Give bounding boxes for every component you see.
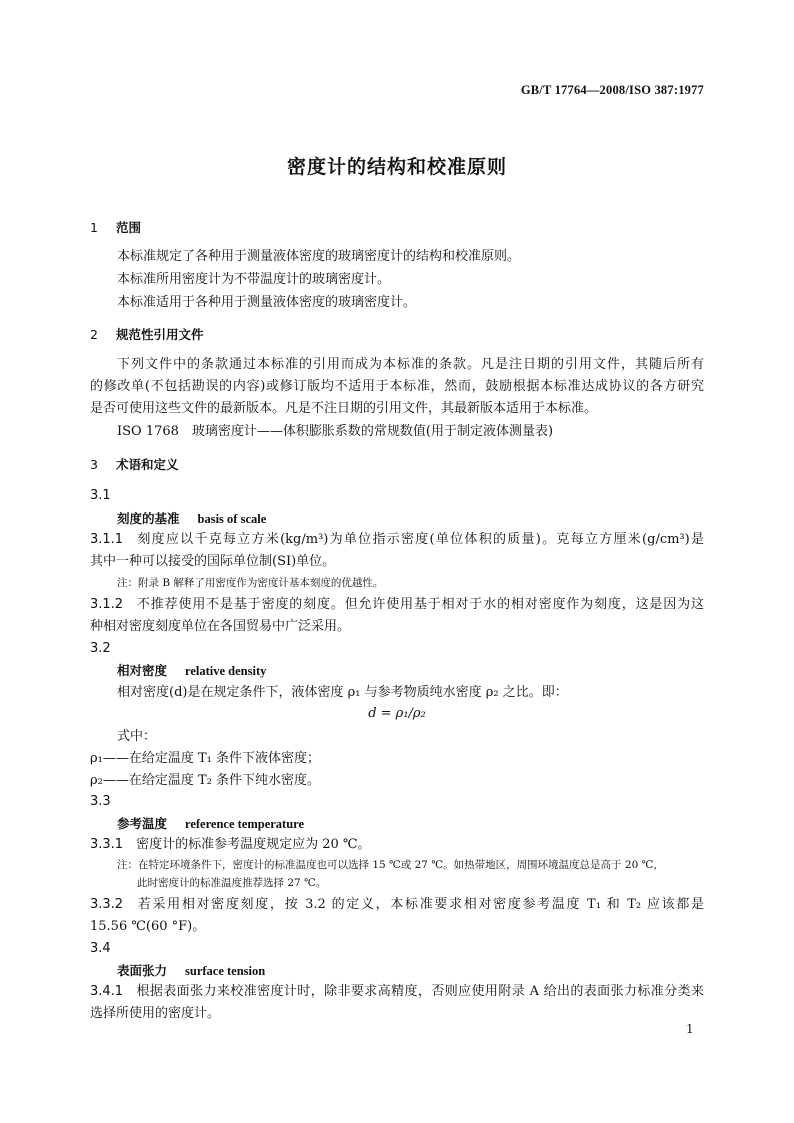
paragraph: 本标准适用于各种用于测量液体密度的玻璃密度计。: [117, 295, 417, 310]
paragraph: [90, 896, 704, 914]
section-title: 术语和定义: [116, 457, 179, 472]
note: 注：附录 B 解释了用密度作为密度计基本刻度的优越性。: [117, 577, 384, 589]
term-chinese: 表面张力: [117, 963, 168, 978]
term-heading: [117, 815, 704, 833]
term-english: relative density: [185, 664, 267, 678]
paragraph: 15.56 ℃(60 °F)。: [90, 919, 206, 934]
section-number: 3: [90, 457, 98, 472]
page-number: 1: [686, 1022, 694, 1036]
clause-text: 不推荐使用不是基于密度的刻度。但允许使用基于相对于水的相对密度作为刻度，这是因为这: [136, 597, 704, 612]
standard-code-header: GB/T 17764—2008/ISO 387:1977: [520, 83, 704, 97]
clause-number: 3.1.2: [90, 597, 124, 612]
clause-number: 3.4.1: [90, 984, 124, 999]
paragraph: 相对密度(d)是在规定条件下，液体密度 ρ₁ 与参考物质纯水密度 ρ₂ 之比。即：: [117, 685, 568, 700]
term-chinese: 参考温度: [117, 816, 168, 831]
paragraph: [90, 596, 704, 614]
term-chinese: 相对密度: [117, 663, 168, 678]
paragraph: 种相对密度刻度单位在各国贸易中广泛采用。: [90, 619, 351, 634]
clause-number: 3.4: [90, 941, 111, 956]
term-heading: [117, 962, 704, 980]
section-number: 2: [90, 327, 98, 342]
section-title: 范围: [116, 220, 142, 235]
paragraph: 本标准所用密度计为不带温度计的玻璃密度计。: [117, 272, 391, 287]
paragraph: 本标准规定了各种用于测量液体密度的玻璃密度计的结构和校准原则。: [117, 249, 521, 264]
clause-text: 刻度应以千克每立方米(kg/m³)为单位指示密度(单位体积的质量)。克每立方厘米(g/cm³)是: [136, 532, 704, 547]
paragraph: [90, 836, 704, 854]
term-english: basis of scale: [197, 512, 267, 526]
paragraph: 是否可使用这些文件的最新版本。凡是不注日期的引用文件，其最新版本适用于本标准。: [90, 401, 598, 416]
paragraph: [90, 983, 704, 1001]
clause-text: 根据表面张力来校准密度计时，除非要求高精度，否则应使用附录 A 给出的表面张力标准分类来: [136, 984, 704, 999]
term-heading: [117, 510, 704, 528]
paragraph: [90, 531, 704, 549]
clause-text: 若采用相对密度刻度，按 3.2 的定义，本标准要求相对密度参考温度 T₁ 和 T₂ 应该都是: [136, 897, 704, 912]
term-chinese: 刻度的基准: [117, 511, 180, 526]
paragraph: 选择所使用的密度计。: [90, 1006, 221, 1021]
note: 注：在特定环境条件下，密度计的标准温度也可以选择 15 ℃或 27 ℃。如热带地区，周围环境温度总是高于 20 ℃，: [117, 859, 664, 871]
section-3-heading: [90, 456, 704, 474]
section-2-heading: [90, 326, 704, 344]
clause-number: 3.2: [90, 641, 111, 656]
formula: d = ρ₁/ρ₂: [368, 706, 426, 721]
page-title: 密度计的结构和校准原则: [286, 156, 507, 178]
normative-reference: ISO 1768 玻璃密度计——体积膨胀系数的常规数值(用于制定液体测量表): [117, 424, 554, 439]
where-label: 式中：: [117, 729, 157, 744]
clause-number: 3.3.1: [90, 837, 124, 852]
clause-text: 密度计的标准参考温度规定应为 20 ℃。: [136, 837, 371, 852]
term-english: surface tension: [185, 964, 266, 978]
clause-number: 3.1.1: [90, 532, 124, 547]
clause-number: 3.1: [90, 488, 111, 503]
clause-number: 3.3.2: [90, 897, 124, 912]
section-1-heading: [90, 219, 704, 237]
section-number: 1: [90, 220, 98, 235]
paragraph: 其中一种可以接受的国际单位制(SI)单位。: [90, 554, 336, 569]
section-title: 规范性引用文件: [116, 327, 204, 342]
paragraph: 的修改单(不包括勘误的内容)或修订版均不适用于本标准，然而，鼓励根据本标准达成协议的各方研究: [90, 379, 704, 394]
clause-number: 3.3: [90, 794, 111, 809]
term-english: reference temperature: [185, 817, 305, 831]
symbol-definition: ρ₁——在给定温度 T₁ 条件下液体密度；: [90, 751, 321, 766]
note: 此时密度计的标准温度推荐选择 27 ℃。: [137, 877, 327, 889]
symbol-definition: ρ₂——在给定温度 T₂ 条件下纯水密度。: [90, 773, 321, 788]
paragraph: 下列文件中的条款通过本标准的引用而成为本标准的条款。凡是注日期的引用文件，其随后所有: [117, 357, 704, 372]
term-heading: [117, 662, 704, 680]
